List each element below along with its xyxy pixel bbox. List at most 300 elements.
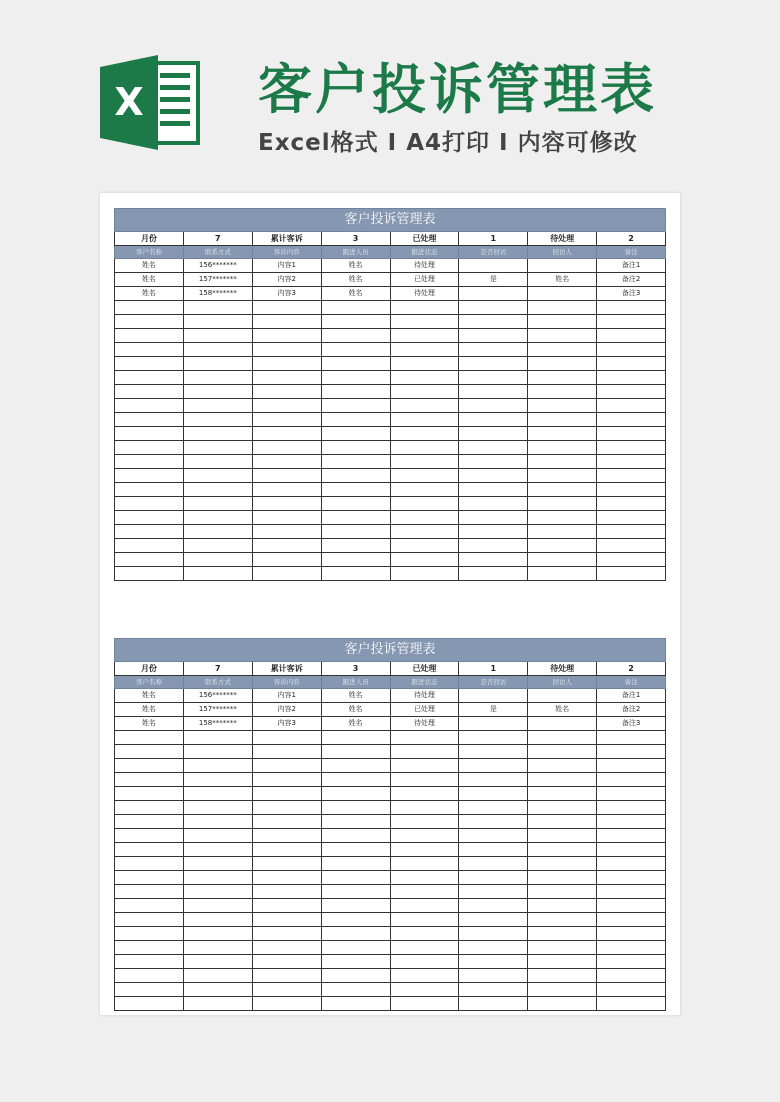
empty-cell[interactable] xyxy=(597,731,666,745)
empty-cell[interactable] xyxy=(321,511,390,525)
empty-cell[interactable] xyxy=(597,427,666,441)
empty-cell[interactable] xyxy=(321,843,390,857)
empty-cell[interactable] xyxy=(390,329,459,343)
empty-cell[interactable] xyxy=(115,857,184,871)
empty-cell[interactable] xyxy=(528,759,597,773)
empty-cell[interactable] xyxy=(183,731,252,745)
table-cell[interactable]: 姓名 xyxy=(321,689,390,703)
empty-cell[interactable] xyxy=(390,815,459,829)
empty-cell[interactable] xyxy=(459,885,528,899)
empty-cell[interactable] xyxy=(597,927,666,941)
empty-cell[interactable] xyxy=(321,815,390,829)
table-cell[interactable]: 姓名 xyxy=(115,273,184,287)
empty-cell[interactable] xyxy=(321,455,390,469)
empty-cell[interactable] xyxy=(252,371,321,385)
empty-cell[interactable] xyxy=(459,759,528,773)
empty-cell[interactable] xyxy=(321,413,390,427)
empty-cell[interactable] xyxy=(528,815,597,829)
empty-cell[interactable] xyxy=(183,773,252,787)
empty-cell[interactable] xyxy=(115,553,184,567)
table-cell[interactable]: 备注1 xyxy=(597,259,666,273)
empty-cell[interactable] xyxy=(597,745,666,759)
empty-cell[interactable] xyxy=(321,787,390,801)
empty-cell[interactable] xyxy=(459,871,528,885)
empty-cell[interactable] xyxy=(459,427,528,441)
empty-cell[interactable] xyxy=(390,301,459,315)
empty-cell[interactable] xyxy=(252,885,321,899)
empty-cell[interactable] xyxy=(321,997,390,1011)
empty-cell[interactable] xyxy=(252,871,321,885)
empty-cell[interactable] xyxy=(321,941,390,955)
empty-cell[interactable] xyxy=(252,801,321,815)
empty-cell[interactable] xyxy=(115,745,184,759)
empty-cell[interactable] xyxy=(390,371,459,385)
empty-cell[interactable] xyxy=(252,843,321,857)
empty-cell[interactable] xyxy=(183,983,252,997)
empty-cell[interactable] xyxy=(321,857,390,871)
empty-cell[interactable] xyxy=(528,955,597,969)
table-cell[interactable]: 是 xyxy=(459,703,528,717)
empty-cell[interactable] xyxy=(597,441,666,455)
empty-cell[interactable] xyxy=(597,315,666,329)
empty-cell[interactable] xyxy=(115,829,184,843)
empty-cell[interactable] xyxy=(183,567,252,581)
empty-cell[interactable] xyxy=(390,787,459,801)
empty-cell[interactable] xyxy=(115,315,184,329)
empty-cell[interactable] xyxy=(597,759,666,773)
summary-cell[interactable]: 已处理 xyxy=(390,662,459,676)
empty-cell[interactable] xyxy=(183,413,252,427)
table-cell[interactable]: 待处理 xyxy=(390,689,459,703)
empty-cell[interactable] xyxy=(597,413,666,427)
empty-cell[interactable] xyxy=(115,413,184,427)
empty-cell[interactable] xyxy=(528,801,597,815)
empty-cell[interactable] xyxy=(115,511,184,525)
empty-cell[interactable] xyxy=(115,885,184,899)
empty-cell[interactable] xyxy=(115,539,184,553)
empty-cell[interactable] xyxy=(183,787,252,801)
empty-cell[interactable] xyxy=(183,885,252,899)
empty-cell[interactable] xyxy=(528,969,597,983)
empty-cell[interactable] xyxy=(528,773,597,787)
empty-cell[interactable] xyxy=(459,567,528,581)
empty-cell[interactable] xyxy=(459,539,528,553)
empty-cell[interactable] xyxy=(528,343,597,357)
table-cell[interactable]: 内容3 xyxy=(252,717,321,731)
empty-cell[interactable] xyxy=(321,301,390,315)
empty-cell[interactable] xyxy=(321,497,390,511)
empty-cell[interactable] xyxy=(528,539,597,553)
empty-cell[interactable] xyxy=(183,455,252,469)
empty-cell[interactable] xyxy=(597,857,666,871)
empty-cell[interactable] xyxy=(183,497,252,511)
empty-cell[interactable] xyxy=(183,759,252,773)
empty-cell[interactable] xyxy=(115,731,184,745)
empty-cell[interactable] xyxy=(597,997,666,1011)
table-cell[interactable]: 备注3 xyxy=(597,287,666,301)
empty-cell[interactable] xyxy=(390,539,459,553)
empty-cell[interactable] xyxy=(528,427,597,441)
empty-cell[interactable] xyxy=(321,955,390,969)
empty-cell[interactable] xyxy=(597,511,666,525)
empty-cell[interactable] xyxy=(528,469,597,483)
empty-cell[interactable] xyxy=(459,787,528,801)
empty-cell[interactable] xyxy=(252,899,321,913)
empty-cell[interactable] xyxy=(321,801,390,815)
empty-cell[interactable] xyxy=(390,385,459,399)
table-cell[interactable]: 姓名 xyxy=(321,287,390,301)
empty-cell[interactable] xyxy=(252,983,321,997)
table-cell[interactable]: 156******* xyxy=(183,689,252,703)
summary-cell[interactable]: 7 xyxy=(183,232,252,246)
empty-cell[interactable] xyxy=(115,815,184,829)
empty-cell[interactable] xyxy=(321,385,390,399)
empty-cell[interactable] xyxy=(459,315,528,329)
empty-cell[interactable] xyxy=(459,371,528,385)
table-cell[interactable]: 备注1 xyxy=(597,689,666,703)
empty-cell[interactable] xyxy=(183,941,252,955)
table-cell[interactable]: 姓名 xyxy=(528,273,597,287)
empty-cell[interactable] xyxy=(115,567,184,581)
empty-cell[interactable] xyxy=(252,759,321,773)
empty-cell[interactable] xyxy=(459,301,528,315)
summary-cell[interactable]: 月份 xyxy=(115,662,184,676)
empty-cell[interactable] xyxy=(459,553,528,567)
empty-cell[interactable] xyxy=(528,983,597,997)
empty-cell[interactable] xyxy=(115,969,184,983)
empty-cell[interactable] xyxy=(390,399,459,413)
table-cell[interactable] xyxy=(459,287,528,301)
empty-cell[interactable] xyxy=(459,913,528,927)
empty-cell[interactable] xyxy=(390,511,459,525)
empty-cell[interactable] xyxy=(597,329,666,343)
empty-cell[interactable] xyxy=(183,385,252,399)
empty-cell[interactable] xyxy=(321,829,390,843)
empty-cell[interactable] xyxy=(528,997,597,1011)
empty-cell[interactable] xyxy=(252,511,321,525)
empty-cell[interactable] xyxy=(459,829,528,843)
empty-cell[interactable] xyxy=(252,731,321,745)
empty-cell[interactable] xyxy=(252,469,321,483)
empty-cell[interactable] xyxy=(252,773,321,787)
empty-cell[interactable] xyxy=(321,469,390,483)
empty-cell[interactable] xyxy=(597,773,666,787)
empty-cell[interactable] xyxy=(321,553,390,567)
empty-cell[interactable] xyxy=(252,553,321,567)
empty-cell[interactable] xyxy=(528,885,597,899)
empty-cell[interactable] xyxy=(459,927,528,941)
empty-cell[interactable] xyxy=(252,539,321,553)
empty-cell[interactable] xyxy=(597,843,666,857)
empty-cell[interactable] xyxy=(528,399,597,413)
empty-cell[interactable] xyxy=(183,539,252,553)
empty-cell[interactable] xyxy=(390,857,459,871)
empty-cell[interactable] xyxy=(528,357,597,371)
empty-cell[interactable] xyxy=(528,731,597,745)
empty-cell[interactable] xyxy=(252,483,321,497)
empty-cell[interactable] xyxy=(390,745,459,759)
empty-cell[interactable] xyxy=(390,759,459,773)
empty-cell[interactable] xyxy=(252,829,321,843)
empty-cell[interactable] xyxy=(321,871,390,885)
empty-cell[interactable] xyxy=(597,885,666,899)
summary-cell[interactable]: 待处理 xyxy=(528,662,597,676)
empty-cell[interactable] xyxy=(252,857,321,871)
empty-cell[interactable] xyxy=(528,553,597,567)
empty-cell[interactable] xyxy=(321,343,390,357)
empty-cell[interactable] xyxy=(321,539,390,553)
empty-cell[interactable] xyxy=(115,343,184,357)
empty-cell[interactable] xyxy=(183,315,252,329)
empty-cell[interactable] xyxy=(390,899,459,913)
empty-cell[interactable] xyxy=(459,455,528,469)
empty-cell[interactable] xyxy=(115,497,184,511)
empty-cell[interactable] xyxy=(115,483,184,497)
table-cell[interactable]: 姓名 xyxy=(115,689,184,703)
empty-cell[interactable] xyxy=(115,759,184,773)
empty-cell[interactable] xyxy=(252,567,321,581)
empty-cell[interactable] xyxy=(528,899,597,913)
empty-cell[interactable] xyxy=(115,871,184,885)
table-cell[interactable]: 姓名 xyxy=(321,273,390,287)
empty-cell[interactable] xyxy=(115,927,184,941)
empty-cell[interactable] xyxy=(115,399,184,413)
empty-cell[interactable] xyxy=(528,455,597,469)
empty-cell[interactable] xyxy=(252,787,321,801)
empty-cell[interactable] xyxy=(597,483,666,497)
empty-cell[interactable] xyxy=(390,969,459,983)
empty-cell[interactable] xyxy=(390,497,459,511)
empty-cell[interactable] xyxy=(321,773,390,787)
empty-cell[interactable] xyxy=(115,455,184,469)
empty-cell[interactable] xyxy=(115,801,184,815)
empty-cell[interactable] xyxy=(390,413,459,427)
empty-cell[interactable] xyxy=(183,553,252,567)
summary-cell[interactable]: 7 xyxy=(183,662,252,676)
table-cell[interactable]: 姓名 xyxy=(321,717,390,731)
empty-cell[interactable] xyxy=(183,343,252,357)
empty-cell[interactable] xyxy=(390,997,459,1011)
empty-cell[interactable] xyxy=(390,441,459,455)
empty-cell[interactable] xyxy=(252,955,321,969)
empty-cell[interactable] xyxy=(321,745,390,759)
empty-cell[interactable] xyxy=(597,455,666,469)
empty-cell[interactable] xyxy=(252,455,321,469)
empty-cell[interactable] xyxy=(597,469,666,483)
empty-cell[interactable] xyxy=(252,913,321,927)
empty-cell[interactable] xyxy=(321,731,390,745)
empty-cell[interactable] xyxy=(597,399,666,413)
empty-cell[interactable] xyxy=(252,343,321,357)
empty-cell[interactable] xyxy=(183,899,252,913)
empty-cell[interactable] xyxy=(597,357,666,371)
table-cell[interactable]: 158******* xyxy=(183,287,252,301)
empty-cell[interactable] xyxy=(183,745,252,759)
empty-cell[interactable] xyxy=(528,483,597,497)
empty-cell[interactable] xyxy=(183,801,252,815)
empty-cell[interactable] xyxy=(459,399,528,413)
empty-cell[interactable] xyxy=(528,941,597,955)
table-cell[interactable]: 157******* xyxy=(183,703,252,717)
table-cell[interactable] xyxy=(459,689,528,703)
empty-cell[interactable] xyxy=(321,885,390,899)
empty-cell[interactable] xyxy=(528,385,597,399)
table-cell[interactable]: 姓名 xyxy=(115,259,184,273)
empty-cell[interactable] xyxy=(321,525,390,539)
table-cell[interactable]: 内容3 xyxy=(252,287,321,301)
empty-cell[interactable] xyxy=(390,567,459,581)
empty-cell[interactable] xyxy=(459,329,528,343)
empty-cell[interactable] xyxy=(459,997,528,1011)
empty-cell[interactable] xyxy=(252,815,321,829)
empty-cell[interactable] xyxy=(115,525,184,539)
empty-cell[interactable] xyxy=(459,969,528,983)
empty-cell[interactable] xyxy=(183,427,252,441)
empty-cell[interactable] xyxy=(597,525,666,539)
empty-cell[interactable] xyxy=(597,913,666,927)
empty-cell[interactable] xyxy=(321,399,390,413)
empty-cell[interactable] xyxy=(115,997,184,1011)
empty-cell[interactable] xyxy=(390,343,459,357)
empty-cell[interactable] xyxy=(597,371,666,385)
table-cell[interactable]: 姓名 xyxy=(115,703,184,717)
empty-cell[interactable] xyxy=(459,899,528,913)
empty-cell[interactable] xyxy=(459,343,528,357)
empty-cell[interactable] xyxy=(252,927,321,941)
empty-cell[interactable] xyxy=(597,899,666,913)
empty-cell[interactable] xyxy=(597,787,666,801)
empty-cell[interactable] xyxy=(459,483,528,497)
empty-cell[interactable] xyxy=(597,567,666,581)
table-cell[interactable] xyxy=(459,259,528,273)
empty-cell[interactable] xyxy=(115,983,184,997)
empty-cell[interactable] xyxy=(390,315,459,329)
empty-cell[interactable] xyxy=(528,843,597,857)
empty-cell[interactable] xyxy=(183,441,252,455)
summary-cell[interactable]: 月份 xyxy=(115,232,184,246)
empty-cell[interactable] xyxy=(115,941,184,955)
empty-cell[interactable] xyxy=(252,315,321,329)
empty-cell[interactable] xyxy=(252,427,321,441)
summary-cell[interactable]: 累计客诉 xyxy=(252,662,321,676)
empty-cell[interactable] xyxy=(390,553,459,567)
empty-cell[interactable] xyxy=(528,329,597,343)
empty-cell[interactable] xyxy=(183,371,252,385)
empty-cell[interactable] xyxy=(183,483,252,497)
empty-cell[interactable] xyxy=(252,497,321,511)
empty-cell[interactable] xyxy=(390,843,459,857)
empty-cell[interactable] xyxy=(459,955,528,969)
empty-cell[interactable] xyxy=(115,357,184,371)
empty-cell[interactable] xyxy=(115,773,184,787)
table-cell[interactable] xyxy=(528,259,597,273)
empty-cell[interactable] xyxy=(252,525,321,539)
empty-cell[interactable] xyxy=(459,843,528,857)
empty-cell[interactable] xyxy=(115,469,184,483)
empty-cell[interactable] xyxy=(390,731,459,745)
summary-cell[interactable]: 待处理 xyxy=(528,232,597,246)
empty-cell[interactable] xyxy=(252,441,321,455)
empty-cell[interactable] xyxy=(390,455,459,469)
empty-cell[interactable] xyxy=(115,329,184,343)
empty-cell[interactable] xyxy=(528,301,597,315)
empty-cell[interactable] xyxy=(597,815,666,829)
empty-cell[interactable] xyxy=(183,857,252,871)
empty-cell[interactable] xyxy=(321,329,390,343)
empty-cell[interactable] xyxy=(459,441,528,455)
empty-cell[interactable] xyxy=(183,927,252,941)
empty-cell[interactable] xyxy=(321,371,390,385)
empty-cell[interactable] xyxy=(528,927,597,941)
table-cell[interactable]: 姓名 xyxy=(115,287,184,301)
empty-cell[interactable] xyxy=(321,913,390,927)
table-cell[interactable]: 157******* xyxy=(183,273,252,287)
empty-cell[interactable] xyxy=(183,871,252,885)
table-cell[interactable]: 待处理 xyxy=(390,717,459,731)
empty-cell[interactable] xyxy=(597,969,666,983)
empty-cell[interactable] xyxy=(390,829,459,843)
table-cell[interactable]: 内容2 xyxy=(252,703,321,717)
summary-cell[interactable]: 2 xyxy=(597,232,666,246)
empty-cell[interactable] xyxy=(183,843,252,857)
empty-cell[interactable] xyxy=(252,941,321,955)
empty-cell[interactable] xyxy=(597,385,666,399)
table-cell[interactable]: 已处理 xyxy=(390,703,459,717)
empty-cell[interactable] xyxy=(183,469,252,483)
empty-cell[interactable] xyxy=(252,745,321,759)
empty-cell[interactable] xyxy=(321,927,390,941)
empty-cell[interactable] xyxy=(528,413,597,427)
empty-cell[interactable] xyxy=(597,539,666,553)
empty-cell[interactable] xyxy=(115,899,184,913)
table-cell[interactable] xyxy=(528,717,597,731)
table-cell[interactable]: 姓名 xyxy=(528,703,597,717)
empty-cell[interactable] xyxy=(597,343,666,357)
empty-cell[interactable] xyxy=(321,357,390,371)
empty-cell[interactable] xyxy=(321,759,390,773)
empty-cell[interactable] xyxy=(459,773,528,787)
summary-cell[interactable]: 1 xyxy=(459,232,528,246)
empty-cell[interactable] xyxy=(459,385,528,399)
empty-cell[interactable] xyxy=(459,857,528,871)
empty-cell[interactable] xyxy=(252,301,321,315)
empty-cell[interactable] xyxy=(183,301,252,315)
empty-cell[interactable] xyxy=(459,469,528,483)
table-cell[interactable]: 待处理 xyxy=(390,259,459,273)
empty-cell[interactable] xyxy=(390,357,459,371)
empty-cell[interactable] xyxy=(390,773,459,787)
table-cell[interactable]: 是 xyxy=(459,273,528,287)
empty-cell[interactable] xyxy=(390,525,459,539)
empty-cell[interactable] xyxy=(390,913,459,927)
empty-cell[interactable] xyxy=(390,885,459,899)
table-cell[interactable] xyxy=(528,287,597,301)
empty-cell[interactable] xyxy=(321,441,390,455)
empty-cell[interactable] xyxy=(390,469,459,483)
summary-cell[interactable]: 3 xyxy=(321,662,390,676)
empty-cell[interactable] xyxy=(252,385,321,399)
empty-cell[interactable] xyxy=(459,731,528,745)
empty-cell[interactable] xyxy=(459,497,528,511)
empty-cell[interactable] xyxy=(528,787,597,801)
empty-cell[interactable] xyxy=(183,329,252,343)
empty-cell[interactable] xyxy=(321,983,390,997)
empty-cell[interactable] xyxy=(459,357,528,371)
table-cell[interactable]: 备注2 xyxy=(597,703,666,717)
empty-cell[interactable] xyxy=(390,983,459,997)
empty-cell[interactable] xyxy=(321,427,390,441)
empty-cell[interactable] xyxy=(459,941,528,955)
